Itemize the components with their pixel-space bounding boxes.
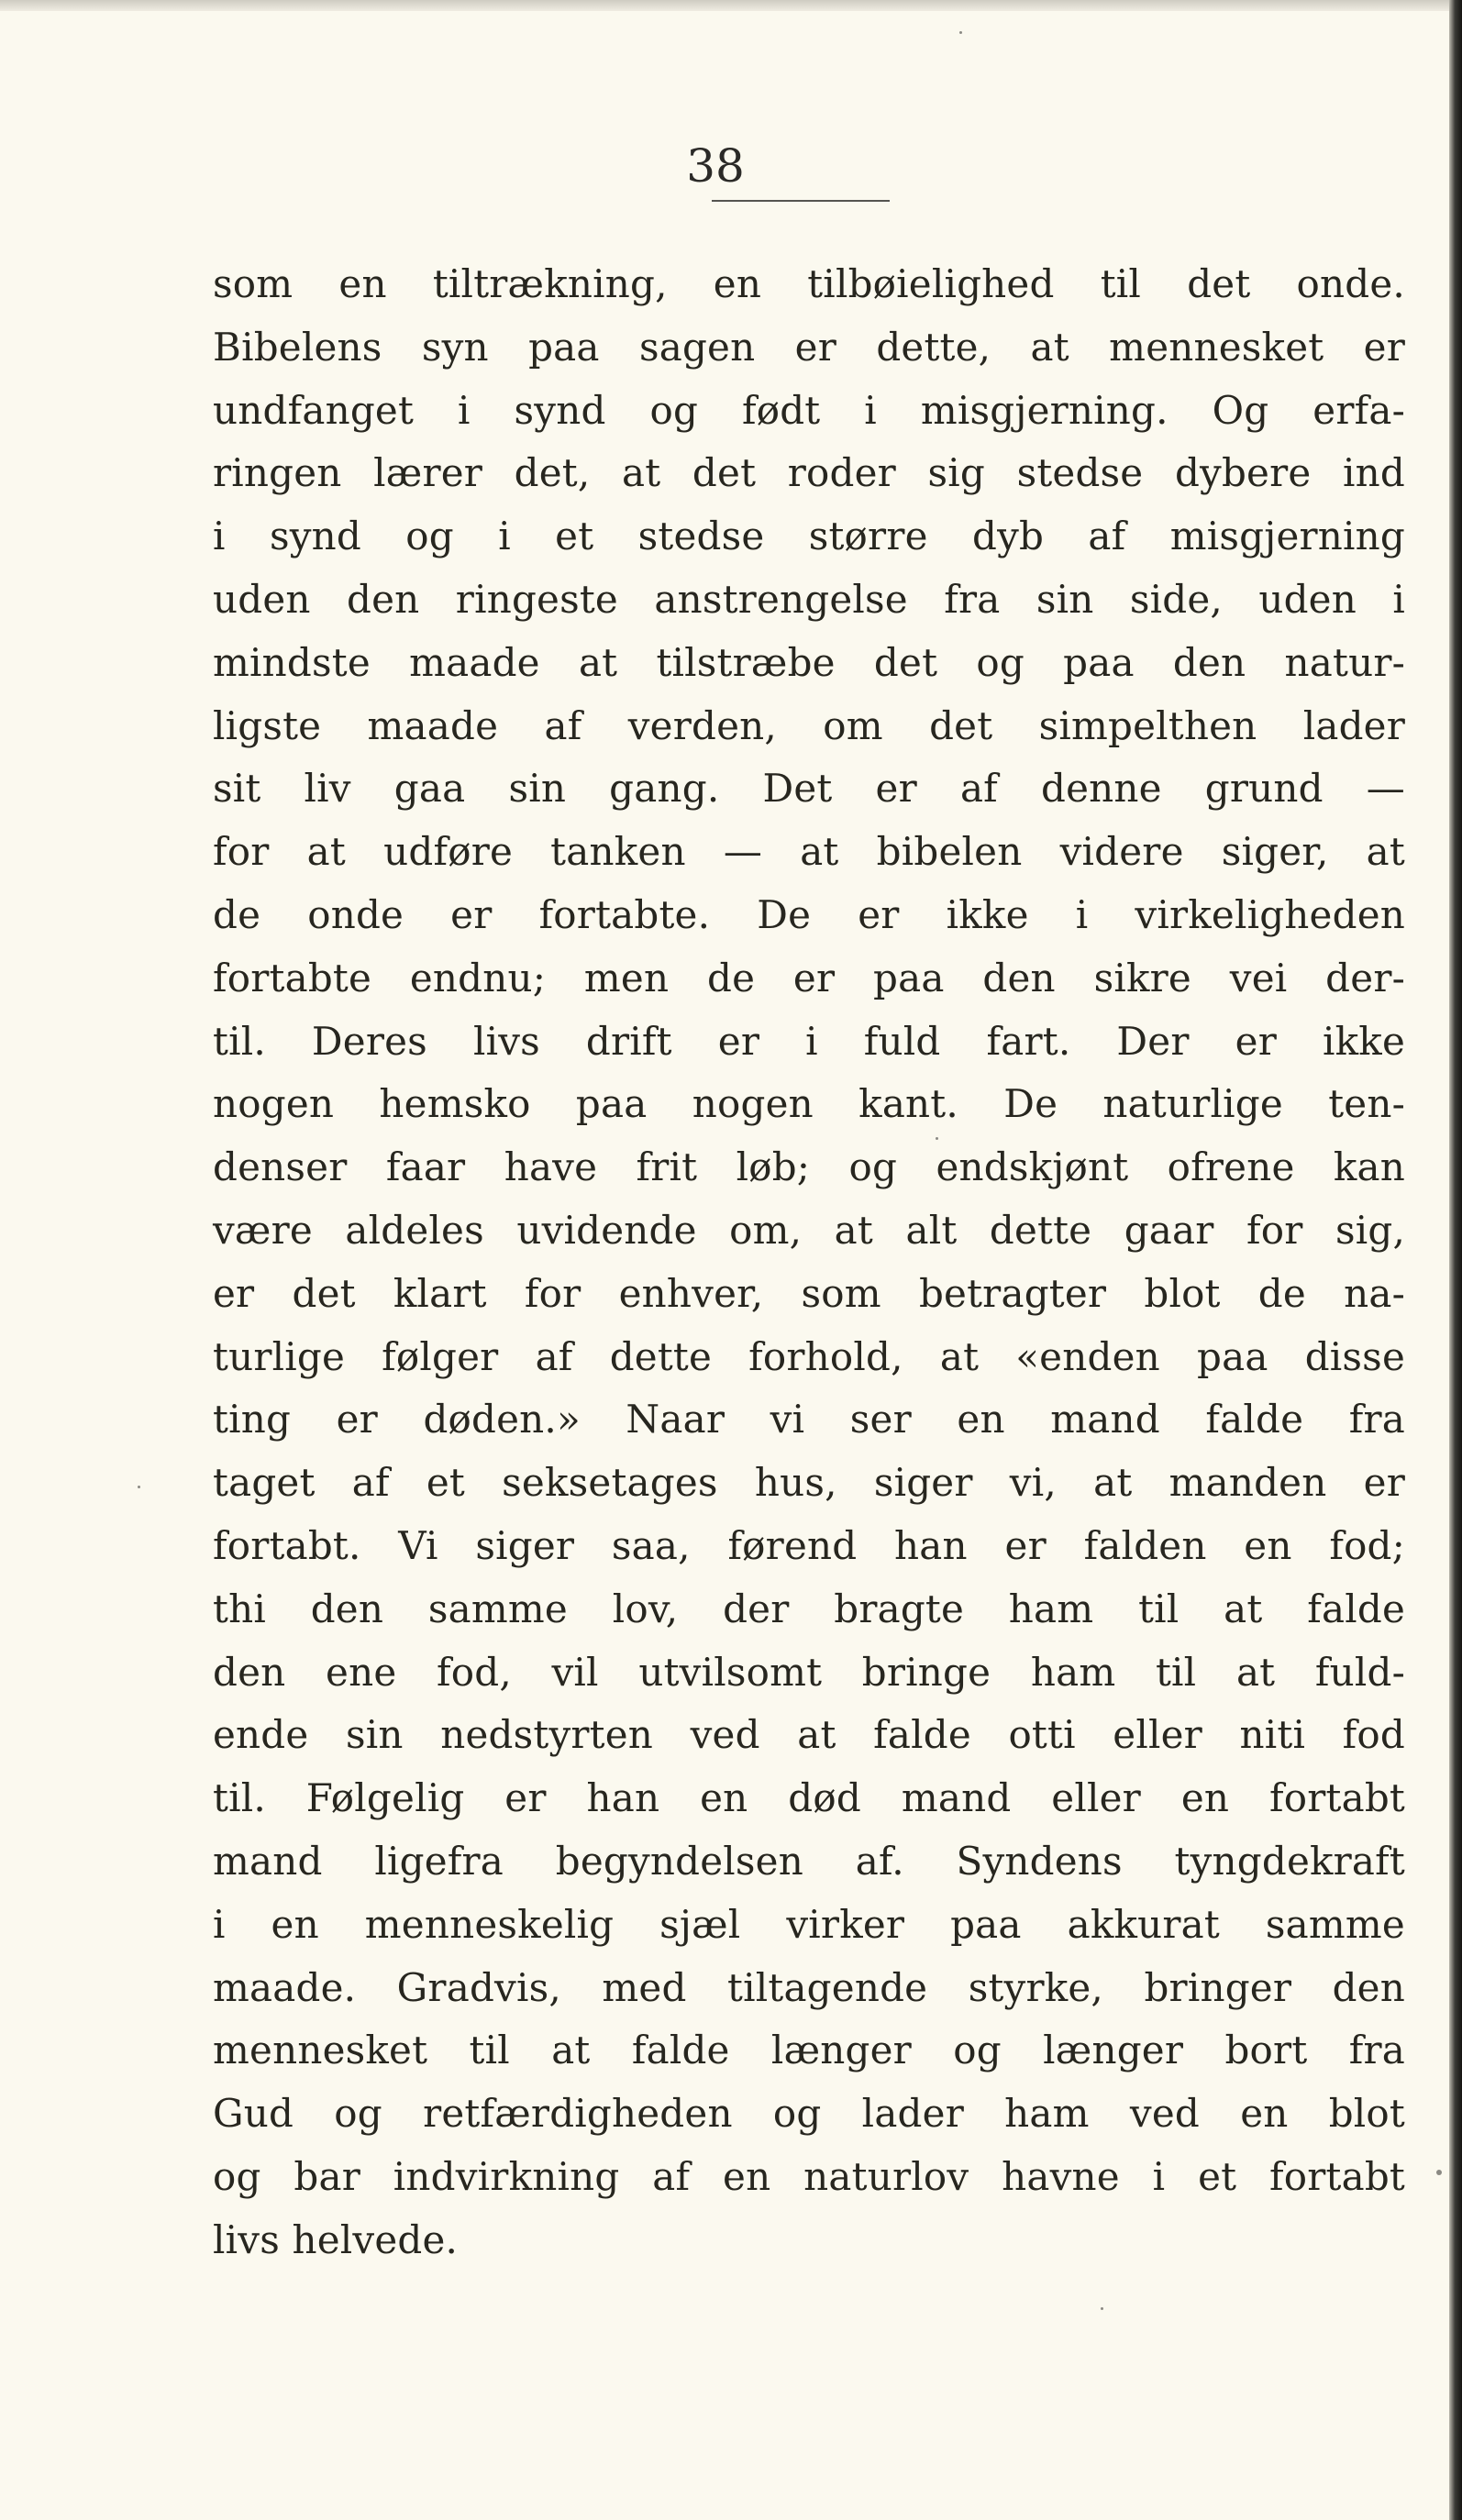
page-number: 38 bbox=[686, 139, 745, 193]
text-line: sit liv gaa sin gang. Det er af denne grund — bbox=[213, 766, 1405, 812]
text-line: uden den ringeste anstrengelse fra sin side, uden i bbox=[213, 576, 1405, 622]
text-line: og bar indvirkning af en naturlov havne i et fortabt bbox=[213, 2153, 1405, 2199]
scan-top-edge bbox=[0, 0, 1462, 11]
text-line: mand ligefra begyndelsen af. Syndens tyngdekraft bbox=[213, 1838, 1405, 1884]
text-line: for at udføre tanken — at bibelen videre siger, at bbox=[213, 829, 1405, 875]
text-line: thi den samme lov, der bragte ham til at falde bbox=[213, 1586, 1405, 1631]
text-line: den ene fod, vil utvilsomt bringe ham til at fuld- bbox=[213, 1649, 1405, 1695]
text-line: fortabte endnu; men de er paa den sikre vei der- bbox=[213, 955, 1405, 1000]
text-line: turlige følger af dette forhold, at «enden paa disse bbox=[213, 1333, 1405, 1379]
text-line: livs helvede. bbox=[213, 2216, 459, 2262]
text-line: ringen lærer det, at det roder sig stedse dybere ind bbox=[213, 450, 1405, 496]
text-line: i synd og i et stedse større dyb af misgjerning bbox=[213, 514, 1405, 559]
paper-speck bbox=[1101, 2307, 1103, 2310]
text-line: til. Deres livs drift er i fuld fart. Der er ikke bbox=[213, 1018, 1405, 1064]
text-line: mindste maade at tilstræbe det og paa den natur- bbox=[213, 639, 1405, 685]
body-text bbox=[213, 253, 1405, 2272]
text-line: Gud og retfærdigheden og lader ham ved en blot bbox=[213, 2091, 1405, 2137]
text-line: undfanget i synd og født i misgjerning. Og erfa- bbox=[213, 387, 1405, 433]
text-line: ende sin nedstyrten ved at falde otti eller niti fod bbox=[213, 1712, 1405, 1758]
text-line: er det klart for enhver, som betragter blot de na- bbox=[213, 1270, 1405, 1316]
page-number-rule bbox=[712, 200, 890, 202]
text-line: maade. Gradvis, med tiltagende styrke, bringer den bbox=[213, 1964, 1405, 2010]
text-line: i en menneskelig sjæl virker paa akkurat samme bbox=[213, 1901, 1405, 1947]
paper-speck bbox=[1436, 2170, 1442, 2175]
paper-speck bbox=[959, 31, 962, 34]
text-line: de onde er fortabte. De er ikke i virkeligheden bbox=[213, 891, 1405, 937]
text-line: fortabt. Vi siger saa, førend han er falden en fod; bbox=[213, 1522, 1405, 1568]
text-line: til. Følgelig er han en død mand eller en fortabt bbox=[213, 1775, 1405, 1821]
text-line: denser faar have frit løb; og endskjønt ofrene kan bbox=[213, 1144, 1405, 1190]
text-line: mennesket til at falde længer og længer bort fra bbox=[213, 2028, 1405, 2073]
text-line: ting er døden.» Naar vi ser en mand falde fra bbox=[213, 1397, 1405, 1442]
paper-speck bbox=[936, 1137, 938, 1140]
text-line: Bibelens syn paa sagen er dette, at mennesket er bbox=[213, 324, 1405, 370]
paper-speck bbox=[138, 1486, 140, 1488]
text-line: være aldeles uvidende om, at alt dette gaar for sig, bbox=[213, 1207, 1405, 1253]
text-line: som en tiltrækning, en tilbøielighed til det onde. bbox=[213, 261, 1405, 306]
scan-right-edge bbox=[1449, 0, 1462, 2520]
text-line: ligste maade af verden, om det simpelthen lader bbox=[213, 702, 1405, 748]
text-line: nogen hemsko paa nogen kant. De naturlige ten- bbox=[213, 1081, 1405, 1127]
text-line: taget af et seksetages hus, siger vi, at manden er bbox=[213, 1460, 1405, 1506]
